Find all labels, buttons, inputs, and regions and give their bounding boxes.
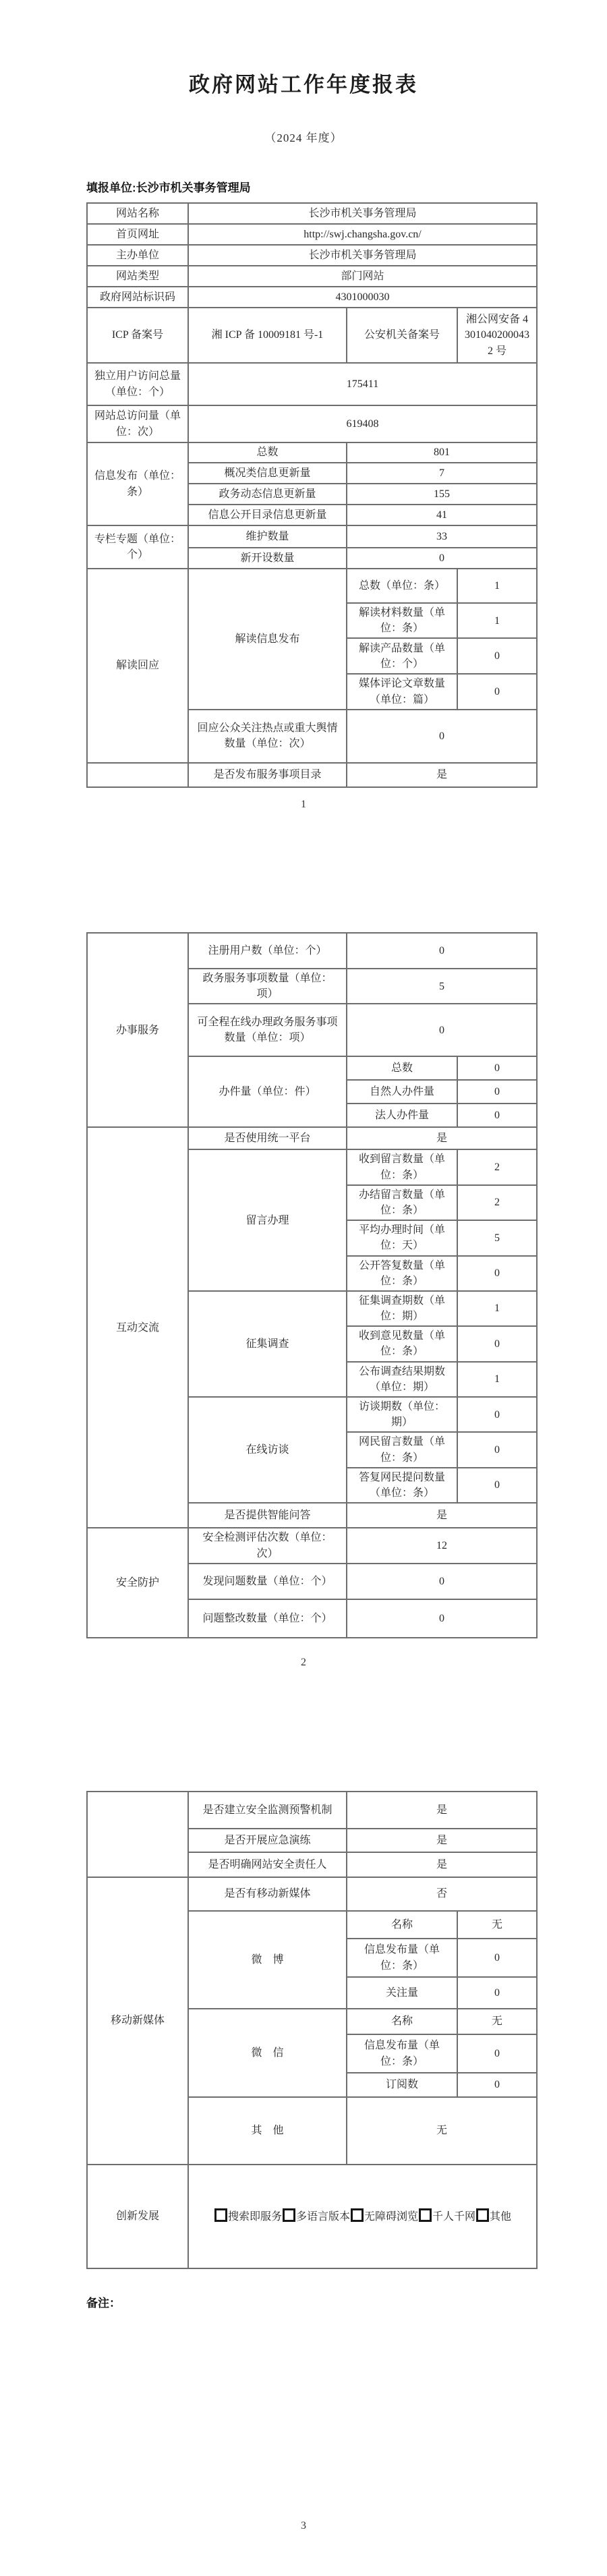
page-number-1: 1	[301, 799, 306, 810]
interpret-total-value: 1	[457, 569, 537, 603]
survey-issues-label: 征集调查期数（单位：期）	[347, 1291, 457, 1326]
problems-found-value: 0	[347, 1564, 537, 1599]
checkbox-other: 其他	[475, 2211, 511, 2223]
handled-total-value: 0	[457, 1056, 537, 1080]
has-mobile-media-label: 是否有移动新媒体	[188, 1877, 347, 1911]
survey-issues-value: 1	[457, 1291, 537, 1326]
emergency-drill-label: 是否开展应急演练	[188, 1829, 347, 1852]
columns-new-value: 0	[347, 548, 537, 569]
messages-group-label: 留言办理	[188, 1149, 347, 1291]
wechat-subscribers-label: 订阅数	[347, 2073, 457, 2097]
service-dir-label: 是否发布服务事项目录	[188, 763, 347, 787]
site-type-value: 部门网站	[188, 266, 537, 287]
problems-fixed-value: 0	[347, 1599, 537, 1638]
handled-total-label: 总数	[347, 1056, 457, 1080]
weibo-group-label: 微 博	[188, 1911, 347, 2009]
security-checks-label: 安全检测评估次数（单位：次）	[188, 1528, 347, 1564]
interview-messages-label: 网民留言数量（单位：条）	[347, 1432, 457, 1467]
smart-qa-label: 是否提供智能问答	[188, 1503, 347, 1528]
reporting-unit-line: 填报单位:长沙市机关事务管理局	[86, 181, 251, 194]
interview-replies-value: 0	[457, 1468, 537, 1503]
table-row	[87, 203, 537, 224]
table-row	[87, 224, 537, 245]
table-row	[87, 245, 537, 266]
handled-person-label: 自然人办件量	[347, 1080, 457, 1104]
checkbox-multilingual: 多语言版本	[282, 2211, 350, 2223]
checkbox-accessibility: 无障碍浏览	[350, 2211, 418, 2223]
interpret-pub-group-label: 解读信息发布	[188, 569, 347, 710]
survey-results-label: 公布调查结果期数（单位：期）	[347, 1362, 457, 1397]
wechat-name-value: 无	[457, 2009, 537, 2034]
wechat-subscribers-value: 0	[457, 2073, 537, 2097]
table-row	[87, 1127, 537, 1149]
empty-cell	[87, 763, 188, 787]
media-comment-value: 0	[457, 674, 537, 709]
weibo-followers-value: 0	[457, 1977, 537, 2009]
wechat-group-label: 微 信	[188, 2009, 347, 2097]
media-comment-label: 媒体评论文章数量（单位：篇）	[347, 674, 457, 709]
weibo-followers-label: 关注量	[347, 1977, 457, 2009]
table-row	[87, 442, 537, 463]
site-type-label: 网站类型	[87, 266, 188, 287]
security-officer-label: 是否明确网站安全责任人	[188, 1852, 347, 1877]
wechat-name-label: 名称	[347, 2009, 457, 2034]
security-officer-value: 是	[347, 1852, 537, 1877]
msg-received-value: 2	[457, 1149, 537, 1184]
handled-person-value: 0	[457, 1080, 537, 1104]
homepage-url-value: http://swj.changsha.gov.cn/	[188, 224, 537, 245]
report-year-subtitle: （2024 年度）	[264, 132, 343, 144]
gov-news-update-value: 155	[347, 484, 537, 505]
handled-legal-value: 0	[457, 1104, 537, 1127]
registered-users-label: 注册用户数（单位：个）	[188, 933, 347, 969]
survey-group-label: 征集调查	[188, 1291, 347, 1397]
interview-group-label: 在线访谈	[188, 1397, 347, 1503]
table-row	[87, 1877, 537, 1911]
site-code-value: 4301000030	[188, 287, 537, 308]
checkbox-personalized: 千人千网	[418, 2211, 475, 2223]
hot-response-label: 回应公众关注热点或重大舆情数量（单位：次）	[188, 710, 347, 763]
unified-platform-value: 是	[347, 1127, 537, 1149]
table-row	[87, 1792, 537, 1829]
overview-update-value: 7	[347, 463, 537, 484]
columns-maintained-label: 维护数量	[188, 525, 347, 548]
registered-users-value: 0	[347, 933, 537, 969]
wechat-posts-label: 信息发布量（单位：条）	[347, 2034, 457, 2073]
msg-received-label: 收到留言数量（单位：条）	[347, 1149, 457, 1184]
survey-opinions-label: 收到意见数量（单位：条）	[347, 1326, 457, 1361]
table-row	[87, 266, 537, 287]
total-visits-label: 网站总访问量（单位：次）	[87, 405, 188, 442]
site-name-value: 长沙市机关事务管理局	[188, 203, 537, 224]
online-items-label: 可全程在线办理政务服务事项数量（单位：项）	[188, 1004, 347, 1056]
unique-visitors-value: 175411	[188, 363, 537, 405]
online-items-value: 0	[347, 1004, 537, 1056]
interview-messages-value: 0	[457, 1432, 537, 1467]
other-media-value: 无	[347, 2097, 537, 2165]
msg-public-reply-label: 公开答复数量（单位：条）	[347, 1256, 457, 1291]
icp-label: ICP 备案号	[87, 308, 188, 363]
interpret-group-label: 解读回应	[87, 569, 188, 763]
mobile-group-label: 移动新媒体	[87, 1877, 188, 2165]
problems-fixed-label: 问题整改数量（单位：个）	[188, 1599, 347, 1638]
table-row	[87, 2165, 537, 2268]
security-group-label: 安全防护	[87, 1528, 188, 1638]
report-table-page1	[86, 202, 538, 788]
problems-found-label: 发现问题数量（单位：个）	[188, 1564, 347, 1599]
interpret-material-label: 解读材料数量（单位：条）	[347, 603, 457, 638]
host-unit-value: 长沙市机关事务管理局	[188, 245, 537, 266]
unified-platform-label: 是否使用统一平台	[188, 1127, 347, 1149]
total-visits-value: 619408	[188, 405, 537, 442]
page-number-3: 3	[301, 2520, 306, 2531]
columns-new-label: 新开设数量	[188, 548, 347, 569]
security-checks-value: 12	[347, 1528, 537, 1564]
report-table-page3	[86, 1791, 538, 2269]
monitor-warning-value: 是	[347, 1792, 537, 1829]
page-number-2: 2	[301, 1657, 306, 1668]
report-table-page2	[86, 932, 538, 1638]
directory-update-value: 41	[347, 505, 537, 525]
host-unit-label: 主办单位	[87, 245, 188, 266]
service-dir-value: 是	[347, 763, 537, 787]
interact-group-label: 互动交流	[87, 1127, 188, 1528]
table-row	[87, 363, 537, 405]
weibo-posts-label: 信息发布量（单位：条）	[347, 1939, 457, 1977]
table-row	[87, 933, 537, 969]
page-title: 政府网站工作年度报表	[189, 73, 418, 96]
table-row	[87, 1528, 537, 1564]
icp-value: 湘 ICP 备 10009181 号-1	[188, 308, 347, 363]
table-row	[87, 763, 537, 787]
innovation-options-cell	[188, 2165, 537, 2268]
smart-qa-value: 是	[347, 1503, 537, 1528]
interview-issues-value: 0	[457, 1397, 537, 1432]
handled-legal-label: 法人办件量	[347, 1104, 457, 1127]
survey-opinions-value: 0	[457, 1326, 537, 1361]
weibo-name-label: 名称	[347, 1911, 457, 1939]
survey-results-value: 1	[457, 1362, 537, 1397]
checkbox-search-as-service: 搜索即服务	[214, 2211, 282, 2223]
weibo-name-value: 无	[457, 1911, 537, 1939]
msg-closed-value: 2	[457, 1185, 537, 1220]
columns-group-label: 专栏专题（单位：个）	[87, 525, 188, 569]
service-items-label: 政务服务事项数量（单位：项）	[188, 969, 347, 1004]
table-row	[87, 525, 537, 548]
interview-issues-label: 访谈期数（单位：期）	[347, 1397, 457, 1432]
interpret-product-value: 0	[457, 638, 537, 674]
interpret-product-label: 解读产品数量（单位：个）	[347, 638, 457, 674]
emergency-drill-value: 是	[347, 1829, 537, 1852]
weibo-posts-value: 0	[457, 1939, 537, 1977]
police-record-label: 公安机关备案号	[347, 308, 457, 363]
other-media-label: 其 他	[188, 2097, 347, 2165]
directory-update-label: 信息公开目录信息更新量	[188, 505, 347, 525]
info-pub-group-label: 信息发布（单位：条）	[87, 442, 188, 525]
info-pub-total-value: 801	[347, 442, 537, 463]
overview-update-label: 概况类信息更新量	[188, 463, 347, 484]
has-mobile-media-value: 否	[347, 1877, 537, 1911]
table-row	[87, 405, 537, 442]
table-row	[87, 308, 537, 363]
table-row	[87, 287, 537, 308]
interview-replies-label: 答复网民提问数量（单位：条）	[347, 1468, 457, 1503]
site-name-label: 网站名称	[87, 203, 188, 224]
table-row	[87, 569, 537, 603]
handled-group-label: 办件量（单位：件）	[188, 1056, 347, 1127]
hot-response-value: 0	[347, 710, 537, 763]
site-code-label: 政府网站标识码	[87, 287, 188, 308]
innovation-group-label: 创新发展	[87, 2165, 188, 2268]
police-record-value: 湘公网安备 43010402000432 号	[457, 308, 537, 363]
msg-avg-time-value: 5	[457, 1220, 537, 1255]
unique-visitors-label: 独立用户访问总量（单位：个）	[87, 363, 188, 405]
remark-label: 备注：	[86, 2297, 121, 2310]
columns-maintained-value: 33	[347, 525, 537, 548]
service-group-label: 办事服务	[87, 933, 188, 1127]
service-items-value: 5	[347, 969, 537, 1004]
interpret-material-value: 1	[457, 603, 537, 638]
info-pub-total-label: 总数	[188, 442, 347, 463]
homepage-url-label: 首页网址	[87, 224, 188, 245]
wechat-posts-value: 0	[457, 2034, 537, 2073]
msg-avg-time-label: 平均办理时间（单位：天）	[347, 1220, 457, 1255]
msg-public-reply-value: 0	[457, 1256, 537, 1291]
gov-news-update-label: 政务动态信息更新量	[188, 484, 347, 505]
monitor-warning-label: 是否建立安全监测预警机制	[188, 1792, 347, 1829]
msg-closed-label: 办结留言数量（单位：条）	[347, 1185, 457, 1220]
interpret-total-label: 总数（单位：条）	[347, 569, 457, 603]
empty-cell	[87, 1792, 188, 1877]
